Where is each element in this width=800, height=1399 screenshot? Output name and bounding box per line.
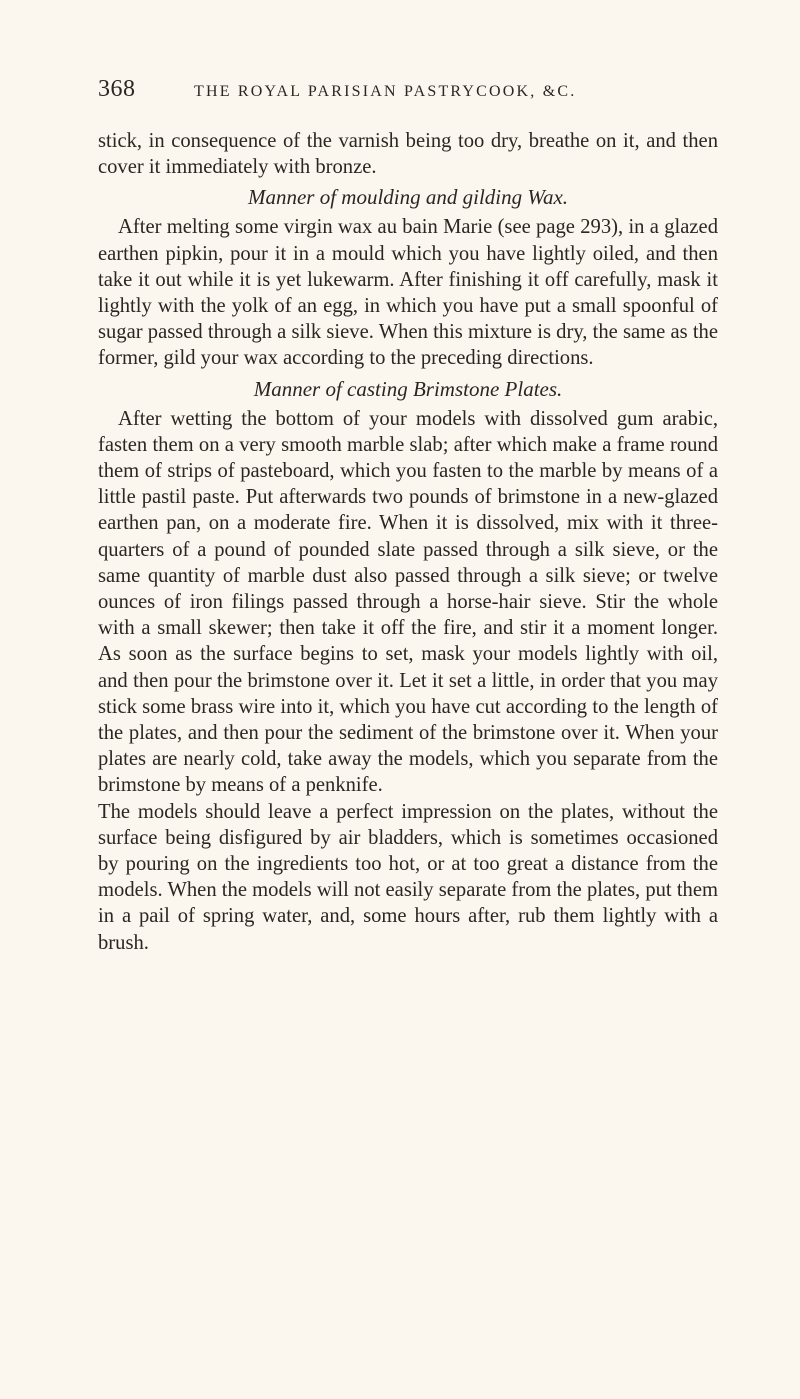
paragraph-models: The models should leave a perfect impression on the plates, without the surface being disfigured by air bladders, which is sometimes occasioned by pouring on the ingredients too hot, or at too great a distance from the models. When the models will not easily separate from the plates, put them in a pail of spring water, and, some hours after, rub them lightly with a brush. — [98, 800, 718, 954]
page-header — [98, 76, 718, 118]
page-number: 368 — [98, 76, 136, 102]
book-page — [98, 76, 718, 956]
running-head: THE ROYAL PARISIAN PASTRYCOOK, &C. — [194, 83, 577, 100]
section-heading-brimstone: Manner of casting Brimstone Plates. — [253, 376, 563, 401]
paragraph-continuation: stick, in consequence of the varnish being too dry, breathe on it, and then cover it immediately with bronze. — [98, 130, 718, 179]
paragraph-brimstone: After wetting the bottom of your models with dissolved gum arabic, fasten them on a very smooth marble slab; after which make a frame round them of strips of pasteboard, which you fasten to the marble by means of a little pastil paste. Put afterwards two pounds of brimstone in a new-glazed earthen pan, on a moderate fire. When it is dissolved, mix with it three-quarters of a pound of pounded slate passed through a silk sieve, or the same quantity of marble dust also passed through a silk sieve; or twelve ounces of iron filings passed through a horse-hair sieve. Stir the whole with a small skewer; then take it off the fire, and stir it a moment longer. As soon as the surface begins to set, mask your models lightly with oil, and then pour the brimstone over it. Let it set a little, in order that you may stick some brass wire into it, which you have cut according to the length of the plates, and then pour the sediment of the brimstone over it. When your plates are nearly cold, take away the models, which you separate from the brimstone by means of a penknife. — [98, 407, 718, 797]
paragraph-wax: After melting some virgin wax au bain Marie (see page 293), in a glazed earthen pipkin, pour it in a mould which you have lightly oiled, and then take it out while it is yet lukewarm. After finishing it off carefully, mask it lightly with the yolk of an egg, in which you have put a small spoonful of sugar passed through a silk sieve. When this mixture is dry, the same as the former, gild your wax according to the preceding directions. — [98, 216, 718, 370]
section-heading-wax: Manner of moulding and gilding Wax. — [247, 185, 569, 210]
